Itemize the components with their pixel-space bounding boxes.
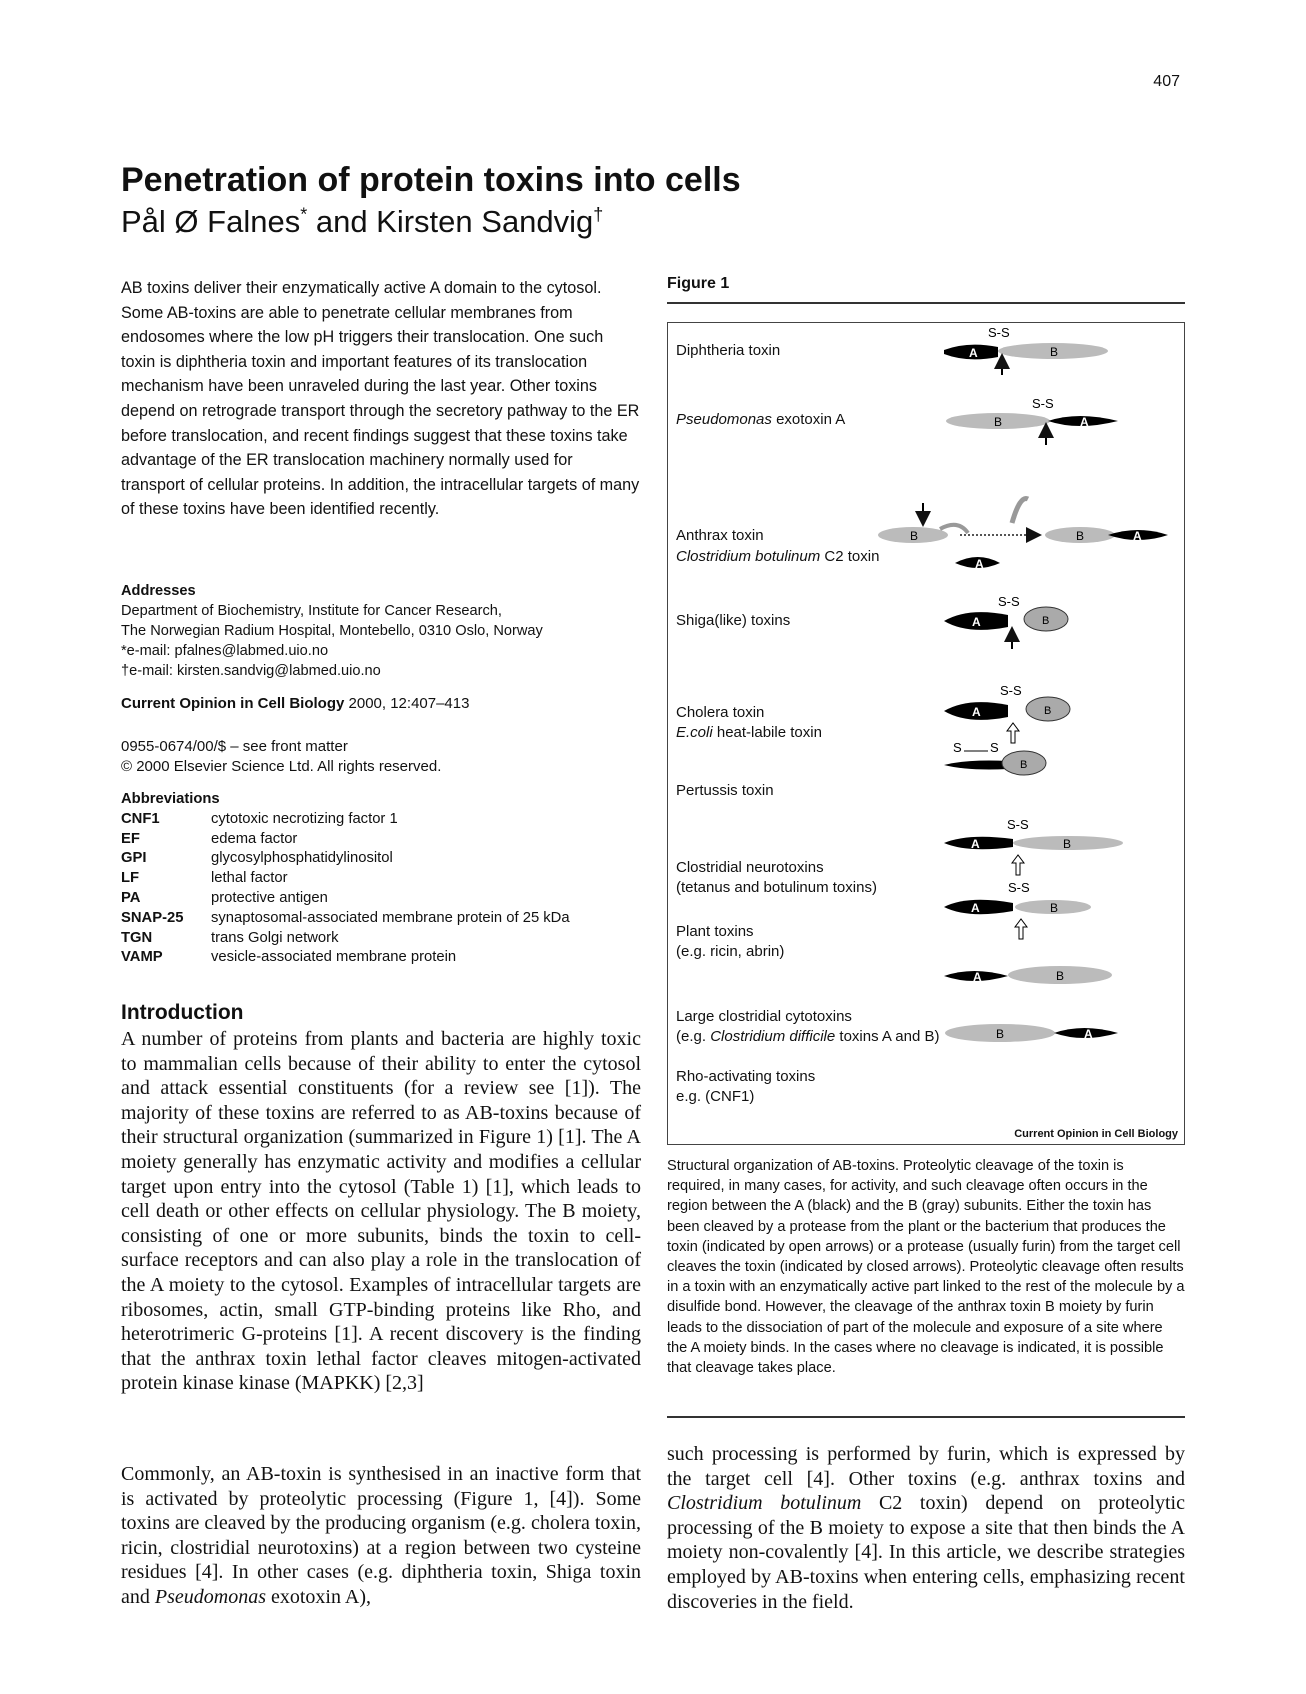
text-run: Commonly, an AB-toxin is synthesised in an inactive form that is activated by proteolytic processing (Figure 1, [4]). Some toxins are cleaved by the producing organism (e.g. cholera toxin, ricin, clostridial neurotoxins) at a region between two cysteine residues [4]. In other cases (e.g. diphtheria toxin, Shiga toxin and: [121, 1463, 641, 1608]
abbreviation-row: [121, 869, 641, 889]
abbreviation-key: LF: [121, 870, 140, 887]
b-label: B: [1050, 345, 1059, 359]
abbreviation-row: [121, 948, 641, 968]
pseudomonas-toxin-diagram: [946, 396, 1118, 445]
label-cholera: Cholera toxin: [676, 704, 765, 721]
disulfide-label: S-S: [1007, 817, 1029, 832]
text-run: exotoxin A: [771, 411, 846, 428]
addresses-heading: Addresses: [121, 583, 196, 599]
italic-run: Pseudomonas: [676, 411, 772, 428]
disulfide-label: S-S: [1000, 683, 1022, 698]
email-line: †e-mail: kirsten.sandvig@labmed.uio.no: [121, 663, 381, 679]
label-c2-toxin: [676, 547, 879, 567]
open-arrow: [1012, 855, 1024, 875]
citation-details: 2000, 12:407–413: [344, 695, 470, 712]
abbreviation-value: cytotoxic necrotizing factor 1: [211, 810, 398, 827]
label-pertussis: Pertussis toxin: [676, 782, 774, 799]
address-line: Department of Biochemistry, Institute for Cancer Research,: [121, 603, 502, 619]
label-shiga: Shiga(like) toxins: [676, 612, 791, 629]
introduction-paragraph-1: A number of proteins from plants and bacteria are highly toxic to mammalian cells because of their ability to enter the cytosol and attack essential constituents (for a review see [1]). The majority of these toxins are referred to as AB-toxins because of their structural organization (summarized in Figure 1) [1]. The A moiety generally has enzymatic activity and modifies a cellular target upon entry into the cytosol (Table 1) [1], which leads to cell death or other effects on cellular physiology. The B moiety, consisting of one or more subunits, binds the toxin to cell-surface receptors and can also play a role in the translocation of the A moiety to the cytosol. Examples of intracellular targets are ribosomes, actin, small GTP-binding proteins like Rho, and heterotrimeric G-proteins [1]. A recent discovery is the finding that the anthrax toxin lethal factor cleaves mitogen-activated protein kinase kinase (MAPKK) [2,3]: [121, 1028, 641, 1395]
abbreviation-value: glycosylphosphatidylinositol: [211, 850, 393, 867]
abbreviation-row: [121, 889, 641, 909]
figure-bottom-rule: [667, 1416, 1185, 1418]
label-pseudomonas: [676, 410, 845, 430]
issn-line: 0955-0674/00/$ – see front matter: [121, 738, 348, 755]
open-arrow: [1015, 919, 1027, 939]
page-number: 407: [1153, 73, 1180, 90]
a-label: A: [1084, 1027, 1093, 1041]
sulfur-label: S: [953, 740, 962, 755]
b-label: B: [1056, 969, 1065, 983]
abstract: AB toxins deliver their enzymatically active A domain to the cytosol. Some AB-toxins are able to penetrate cellular membranes from endosomes where the low pH triggers their translocation. One such toxin is diphtheria toxin and important features of its translocation mechanism have been unraveled during the last year. Other toxins depend on retrograde transport through the secretory pathway to the ER before translocation, and recent findings suggest that these toxins take advantage of the ER translocation machinery normally used for transport of cellular proteins. In addition, the intracellular targets of many of these toxins have been identified recently.: [121, 279, 640, 519]
address-line: The Norwegian Radium Hospital, Montebello, 0310 Oslo, Norway: [121, 623, 543, 639]
label-clostridial-sub: (tetanus and botulinum toxins): [676, 879, 877, 896]
abbreviation-value: vesicle-associated membrane protein: [211, 949, 457, 966]
abbreviation-row: [121, 810, 641, 830]
text-run: such processing is performed by furin, which is expressed by the target cell [4]. Other toxins (e.g. anthrax toxins and: [667, 1443, 1185, 1490]
b-label: B: [996, 1027, 1005, 1041]
label-large-clostridial-sub: [676, 1027, 939, 1047]
cholera-toxin-diagram: [944, 683, 1070, 743]
plant-toxin-diagram: [944, 880, 1091, 939]
abbreviation-key: SNAP-25: [121, 909, 184, 926]
b-label: B: [1020, 759, 1028, 771]
label-rho: Rho-activating toxins: [676, 1068, 816, 1085]
figure-credit: Current Opinion in Cell Biology: [1014, 1128, 1178, 1140]
a-label: A: [975, 557, 984, 571]
italic-run: E.coli: [676, 724, 713, 741]
abbreviation-key: VAMP: [121, 949, 163, 966]
abbreviation-value: synaptosomal-associated membrane protein of 25 kDa: [211, 909, 570, 926]
abbreviation-value: edema factor: [211, 830, 298, 847]
anthrax-toxin-diagram: [878, 499, 1168, 572]
italic-run: Clostridium botulinum: [667, 1492, 862, 1515]
disulfide-label: S-S: [998, 594, 1020, 609]
figure-caption: Structural organization of AB-toxins. Proteolytic cleavage of the toxin is required, in many cases, for activity, and such cleavage often occurs in the region between the A (black) and the B (gray) subunits. Either the toxin has been cleaved by a protease from the plant or the bacterium that produces the toxin (indicated by open arrows) or a protease (usually furin) from the target cell cleaves the toxin (indicated by closed arrows). Proteolytic cleavage often results in a toxin with an enzymatically active part linked to the rest of the molecule by a disulfide bond. However, the cleavage of the anthrax toxin B moiety by furin leads to the dissociation of part of the molecule and exposure of a site where the A moiety binds. In the cases where no cleavage is indicated, it is possible that cleavage takes place.: [667, 1158, 1185, 1377]
b-label: B: [1063, 837, 1072, 851]
label-ecoli: [676, 723, 822, 743]
a-label: A: [1133, 529, 1142, 543]
copyright: [121, 737, 441, 777]
sulfur-label: S: [990, 740, 999, 755]
b-label: B: [1076, 529, 1085, 543]
authors: [121, 204, 603, 240]
abbreviation-row: [121, 830, 641, 850]
right-column-paragraph: [667, 1442, 1185, 1614]
text-run: C2 toxin) depend on proteolytic processing of the B moiety to expose a site that then binds the A moiety non-covalently [4]. In this article, we describe strategies employed by AB-toxins when entering cells, emphasizing recent discoveries in the field.: [667, 1492, 1185, 1613]
text-run: (e.g.: [676, 1028, 711, 1045]
disulfide-label: S-S: [1008, 880, 1030, 895]
citation: [121, 695, 469, 712]
abbreviation-key: EF: [121, 830, 140, 847]
a-label: A: [971, 837, 980, 851]
label-clostridial: Clostridial neurotoxins: [676, 859, 824, 876]
abbreviation-row: [121, 929, 641, 949]
abbreviation-row: [121, 909, 641, 929]
pertussis-toxin-diagram: [944, 740, 1046, 775]
shiga-toxin-diagram: [944, 594, 1068, 649]
article-title: Penetration of protein toxins into cells: [121, 161, 741, 199]
author-2: and Kirsten Sandvig: [307, 204, 594, 239]
a-label: A: [969, 346, 978, 360]
b-label: B: [1044, 705, 1052, 717]
abbreviations-heading: Abbreviations: [121, 791, 220, 807]
email-line: *e-mail: pfalnes@labmed.uio.no: [121, 643, 329, 659]
abbreviation-value: lethal factor: [211, 870, 288, 887]
label-plant-sub: (e.g. ricin, abrin): [676, 943, 785, 960]
diphtheria-toxin-diagram: [944, 325, 1108, 375]
disulfide-label: S-S: [988, 325, 1010, 340]
abbreviation-key: PA: [121, 889, 141, 906]
abbreviation-value: trans Golgi network: [211, 929, 339, 946]
journal-name: Current Opinion in Cell Biology: [121, 695, 345, 712]
a-label: A: [972, 705, 981, 719]
a-label: A: [973, 970, 982, 984]
abbreviation-key: TGN: [121, 929, 153, 946]
abbreviations: [121, 790, 641, 968]
b-label: B: [994, 415, 1003, 429]
a-label: A: [971, 901, 980, 915]
introduction-heading: Introduction: [121, 1001, 244, 1024]
abbreviation-row: [121, 849, 641, 869]
open-arrow: [1007, 723, 1019, 743]
text-run: C2 toxin: [820, 548, 880, 565]
addresses: [121, 581, 641, 681]
italic-run: Pseudomonas: [154, 1585, 266, 1608]
figure-label: Figure 1: [667, 275, 730, 292]
author-1: Pål Ø Falnes: [121, 204, 301, 239]
copyright-line: © 2000 Elsevier Science Ltd. All rights reserved.: [121, 758, 442, 775]
a-label: A: [1080, 415, 1089, 429]
introduction-paragraph-2: [121, 1462, 641, 1610]
abbreviation-value: protective antigen: [211, 889, 328, 906]
abbreviation-key: GPI: [121, 850, 147, 867]
clostridial-neurotoxin-diagram: [944, 817, 1123, 875]
b-label: B: [1042, 615, 1050, 627]
b-label: B: [910, 529, 919, 543]
author-2-mark: †: [593, 204, 604, 225]
text-run: heat-labile toxin: [712, 724, 822, 741]
rho-activating-toxin-diagram: [945, 1024, 1118, 1042]
released-fragment: [1012, 499, 1028, 524]
figure-1: [667, 322, 1185, 1145]
label-anthrax: Anthrax toxin: [676, 527, 764, 544]
italic-run: Clostridium botulinum: [676, 548, 821, 565]
text-run: toxins A and B): [835, 1028, 940, 1045]
label-large-clostridial: Large clostridial cytotoxins: [676, 1008, 852, 1025]
italic-run: Clostridium difficile: [710, 1028, 836, 1045]
label-rho-sub: e.g. (CNF1): [676, 1088, 755, 1105]
a-label: A: [972, 615, 981, 629]
label-plant: Plant toxins: [676, 923, 754, 940]
large-clostridial-cytotoxin-diagram: [944, 966, 1112, 984]
text-run: exotoxin A),: [266, 1585, 371, 1608]
author-1-mark: *: [300, 204, 308, 225]
label-diphtheria: Diphtheria toxin: [676, 342, 781, 359]
figure-top-rule: [667, 302, 1185, 304]
disulfide-label: S-S: [1032, 396, 1054, 411]
a-subunit: [944, 761, 1008, 770]
b-label: B: [1050, 901, 1059, 915]
abbreviation-key: CNF1: [121, 810, 160, 827]
